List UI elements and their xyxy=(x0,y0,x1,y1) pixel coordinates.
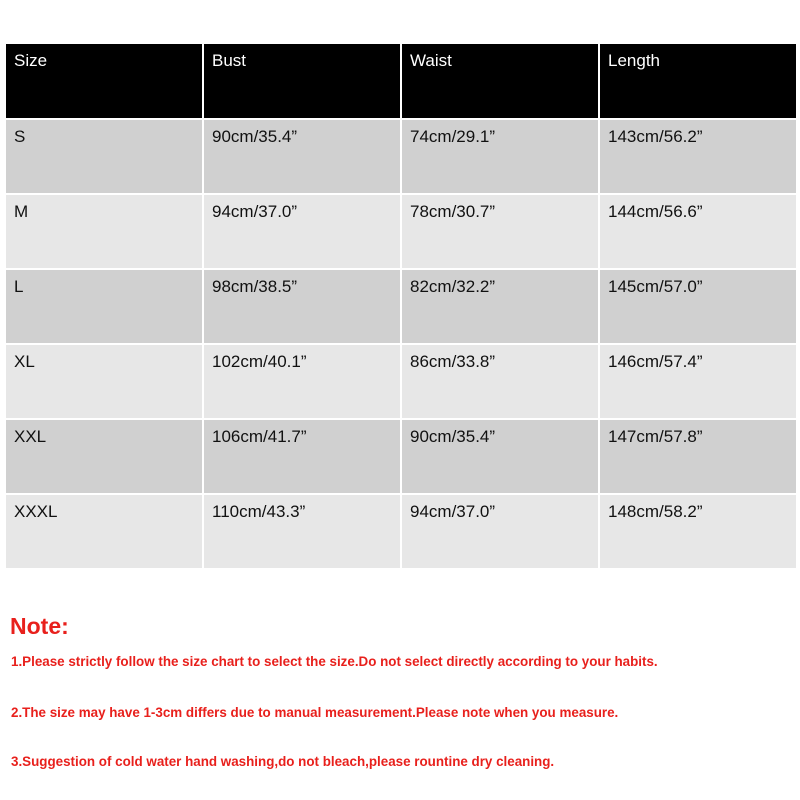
cell-waist: 86cm/33.8” xyxy=(401,344,599,419)
cell-bust: 90cm/35.4” xyxy=(203,119,401,194)
table-row xyxy=(5,269,797,344)
header-size: Size xyxy=(5,43,203,119)
table-row xyxy=(5,419,797,494)
table-row xyxy=(5,494,797,569)
size-chart-header xyxy=(5,43,797,119)
cell-bust: 102cm/40.1” xyxy=(203,344,401,419)
cell-length: 147cm/57.8” xyxy=(599,419,797,494)
cell-length: 146cm/57.4” xyxy=(599,344,797,419)
note-line-size-chart: 1.Please strictly follow the size chart to select the size.Do not select directly according to your habits. xyxy=(11,654,658,669)
size-chart-table xyxy=(4,42,798,570)
size-chart-body xyxy=(5,119,797,569)
cell-waist: 82cm/32.2” xyxy=(401,269,599,344)
cell-length: 148cm/58.2” xyxy=(599,494,797,569)
header-waist: Waist xyxy=(401,43,599,119)
cell-bust: 94cm/37.0” xyxy=(203,194,401,269)
cell-length: 145cm/57.0” xyxy=(599,269,797,344)
cell-bust: 98cm/38.5” xyxy=(203,269,401,344)
header-length: Length xyxy=(599,43,797,119)
cell-waist: 74cm/29.1” xyxy=(401,119,599,194)
cell-size: L xyxy=(5,269,203,344)
cell-length: 144cm/56.6” xyxy=(599,194,797,269)
cell-size: S xyxy=(5,119,203,194)
cell-bust: 110cm/43.3” xyxy=(203,494,401,569)
table-row xyxy=(5,344,797,419)
header-bust: Bust xyxy=(203,43,401,119)
note-title: Note: xyxy=(10,613,69,639)
note-line-measurement: 2.The size may have 1-3cm differs due to manual measurement.Please note when you measure. xyxy=(11,705,619,720)
header-row xyxy=(5,43,797,119)
cell-size: XXL xyxy=(5,419,203,494)
table-row xyxy=(5,119,797,194)
cell-waist: 94cm/37.0” xyxy=(401,494,599,569)
cell-waist: 90cm/35.4” xyxy=(401,419,599,494)
cell-bust: 106cm/41.7” xyxy=(203,419,401,494)
cell-waist: 78cm/30.7” xyxy=(401,194,599,269)
cell-size: XL xyxy=(5,344,203,419)
note-line-washing: 3.Suggestion of cold water hand washing,do not bleach,please rountine dry cleaning. xyxy=(11,754,555,769)
cell-length: 143cm/56.2” xyxy=(599,119,797,194)
cell-size: M xyxy=(5,194,203,269)
table-row xyxy=(5,194,797,269)
cell-size: XXXL xyxy=(5,494,203,569)
